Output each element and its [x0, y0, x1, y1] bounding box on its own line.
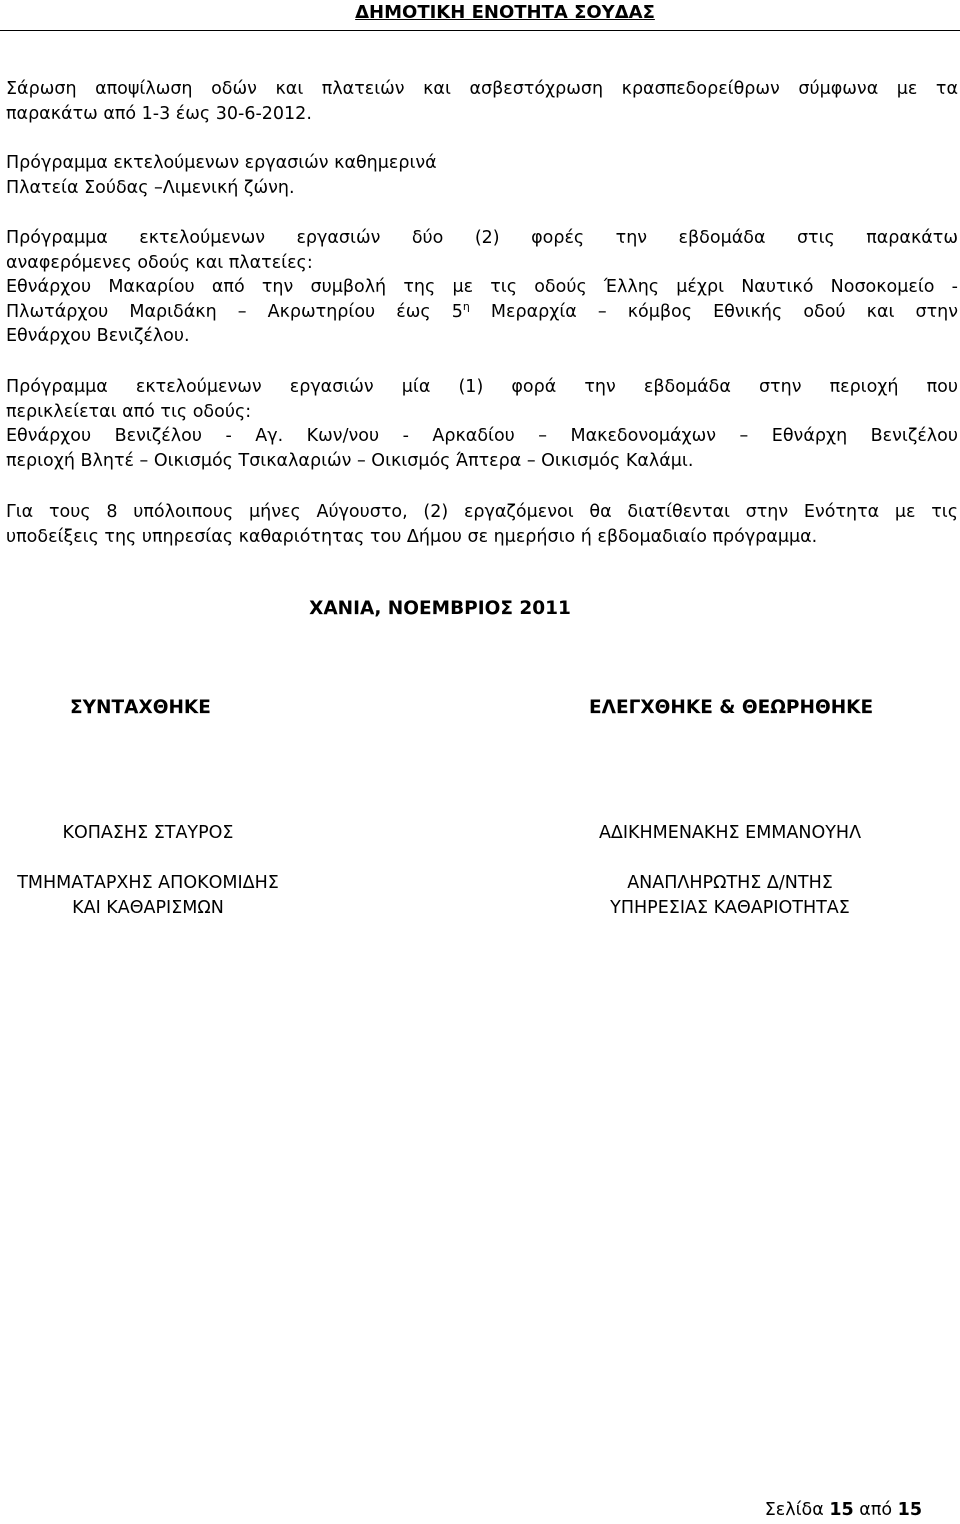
signatory-title: ΥΠΗΡΕΣΙΑΣ ΚΑΘΑΡΙΟΤΗΤΑΣ	[610, 898, 850, 918]
paragraph-line: Εθνάρχου Βενιζέλου.	[6, 326, 190, 346]
signatory-title: ΤΜΗΜΑΤΑΡΧΗΣ ΑΠΟΚΟΜΙΔΗΣ	[17, 873, 279, 893]
paragraph-line: υποδείξεις της υπηρεσίας καθαριότητας του Δήμου σε ημερήσιο ή εβδομαδιαίο πρόγραμμα.	[6, 526, 818, 547]
paragraph-line: περιοχή Βλητέ – Οικισμός Τσικαλαριών – Οικισμός Άπτερα – Οικισμός Καλάμι.	[6, 450, 694, 471]
paragraph-line: Πρόγραμμα εκτελούμενων εργασιών μία (1) φορά την εβδομάδα στην περιοχή που	[6, 377, 958, 397]
paragraph-line: παρακάτω από 1-3 έως 30-6-2012.	[6, 103, 312, 124]
paragraph-cleaning-schedule	[6, 77, 958, 126]
paragraph-line	[6, 300, 958, 325]
paragraph-line: Πρόγραμμα εκτελούμενων εργασιών καθημερινά	[6, 153, 437, 173]
page-label: Σελίδα	[764, 1500, 824, 1520]
signatory-title: ΑΝΑΠΛΗΡΩΤΗΣ Δ/ΝΤΗΣ	[627, 873, 833, 893]
document-section-title: ΔΗΜΟΤΙΚΗ ΕΝΟΤΗΤΑ ΣΟΥΔΑΣ	[355, 2, 655, 23]
signatory-name: ΑΔΙΚΗΜΕΝΑΚΗΣ ΕΜΜΑΝΟΥΗΛ	[598, 823, 862, 843]
paragraph-weekly-program	[6, 375, 958, 473]
signature-heading-drafted: ΣΥΝΤΑΧΘΗΚΕ	[70, 697, 211, 718]
signature-block-right	[560, 821, 900, 921]
paragraph-line: Σάρωση αποψίλωση οδών και πλατειών και ασβεστόχρωση κρασπεδορείθρων σύμφωνα με τα	[6, 79, 958, 99]
paragraph-text: Πλωτάρχου Μαριδάκη – Ακρωτηρίου έως 5	[6, 301, 463, 322]
paragraph-line: αναφερόμενες οδούς και πλατείες:	[6, 252, 313, 273]
place-and-date: ΧΑΝΙΑ, ΝΟΕΜΒΡΙΟΣ 2011	[309, 598, 571, 619]
paragraph-remaining-months	[6, 500, 958, 549]
paragraph-line: Πλατεία Σούδας –Λιμενική ζώνη.	[6, 177, 295, 198]
paragraph-line: Εθνάρχου Βενιζέλου - Αγ. Κων/νου - Αρκαδίου – Μακεδονομάχων – Εθνάρχη Βενιζέλου	[6, 426, 958, 446]
page-total: 15	[897, 1500, 922, 1520]
paragraph-text: Μεραρχία – κόμβος Εθνικής οδού και στην	[469, 301, 958, 322]
signature-heading-approved: ΕΛΕΓΧΘΗΚΕ & ΘΕΩΡΗΘΗΚΕ	[589, 697, 874, 718]
page-of-label: από	[859, 1500, 893, 1520]
page-header	[0, 0, 960, 31]
page-current: 15	[829, 1500, 854, 1520]
ordinal-superscript: η	[462, 299, 470, 313]
page-number	[740, 1500, 922, 1520]
signatory-title: ΚΑΙ ΚΑΘΑΡΙΣΜΩΝ	[72, 898, 224, 918]
paragraph-line: περικλείεται από τις οδούς:	[6, 401, 252, 422]
paragraph-line: Πρόγραμμα εκτελούμενων εργασιών δύο (2) φορές την εβδομάδα στις παρακάτω	[6, 228, 958, 248]
paragraph-line: Εθνάρχου Μακαρίου από την συμβολή της με τις οδούς Έλλης μέχρι Ναυτικό Νοσοκομείο -	[6, 277, 958, 297]
paragraph-line: Για τους 8 υπόλοιπους μήνες Αύγουστο, (2) εργαζόμενοι θα διατίθενται στην Ενότητα με τις	[6, 502, 958, 522]
paragraph-twice-weekly-program	[6, 226, 958, 349]
signature-block-left	[0, 821, 296, 921]
signatory-name: ΚΟΠΑΣΗΣ ΣΤΑΥΡΟΣ	[62, 823, 234, 843]
paragraph-daily-program	[6, 151, 958, 200]
